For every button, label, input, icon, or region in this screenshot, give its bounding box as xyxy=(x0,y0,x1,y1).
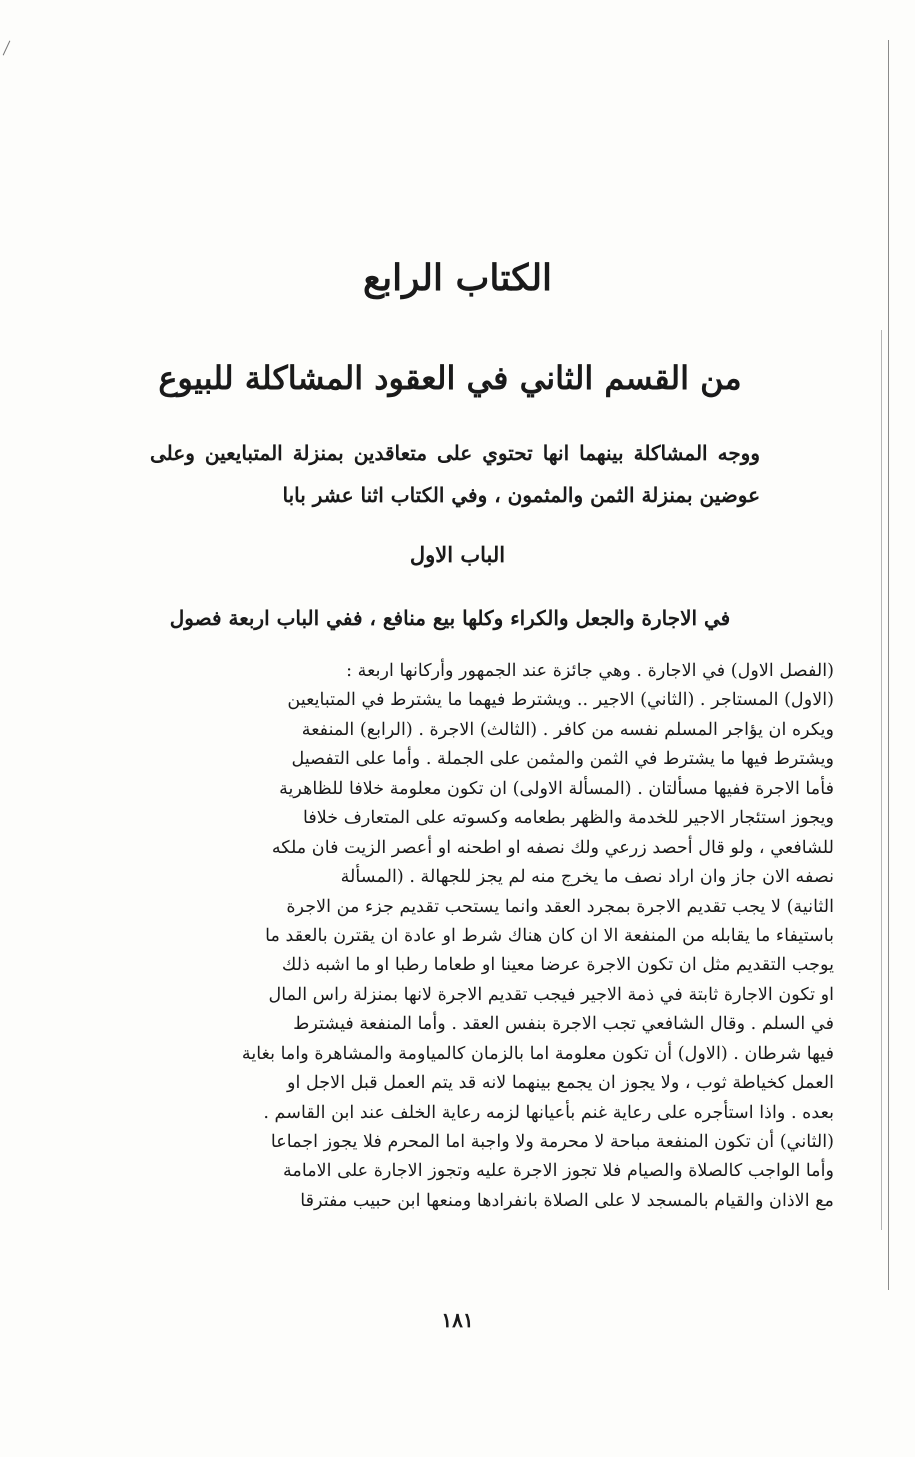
text-line: مع الاذان والقيام بالمسجد لا على الصلاة بانفرادها ومنعها ابن حبيب مفترقا xyxy=(300,1190,834,1211)
scan-edge-line xyxy=(888,40,889,1290)
section-title: من القسم الثاني في العقود المشاكلة للبيوع xyxy=(158,359,742,397)
text-line: باستيفاء ما يقابله من المنفعة الا ان كان هناك شرط او عادة ان يقترن بالعقد ما xyxy=(265,925,834,946)
text-line: او تكون الاجارة ثابتة في ذمة الاجير فيجب تقديم الاجرة لانها بمنزلة راس المال xyxy=(268,984,834,1005)
intro-paragraph: ووجه المشاكلة بينهما انها تحتوي على متعاقدين بمنزلة المتبايعين وعلى عوضين بمنزلة الثمن والمثمون ، وفي الكتاب اثنا عشر بابا xyxy=(150,441,760,507)
chapter-subtitle: في الاجارة والجعل والكراء وكلها بيع منافع ، ففي الباب اربعة فصول xyxy=(169,606,731,630)
text-line: العمل كخياطة ثوب ، ولا يجوز ان يجمع بينهما لانه قد يتم العمل قبل الاجل او xyxy=(286,1073,834,1094)
text-line: ويجوز استئجار الاجير للخدمة والظهر بطعامه وكسوته على المتعارف خلافا xyxy=(302,808,834,829)
text-line: (الاول) المستاجر . (الثاني) الاجير .. ويشترط فيهما ما يشترط في المتبايعين xyxy=(287,690,834,711)
text-line: فيها شرطان . (الاول) أن تكون معلومة اما بالزمان كالمياومة والمشاهرة واما بغاية xyxy=(241,1043,834,1064)
text-line: بعده . واذا استأجره على رعاية غنم بأعيانها لزمه رعاية الخلف عند ابن القاسم . xyxy=(263,1102,834,1123)
text-line: للشافعي ، ولو قال أحصد زرعي ولك نصفه او اطحنه او أعصر الزيت فان ملكه xyxy=(271,837,834,858)
text-line: (الفصل الاول) في الاجارة . وهي جائزة عند الجمهور وأركانها اربعة : xyxy=(346,661,834,681)
text-line: فأما الاجرة ففيها مسألتان . (المسألة الاولى) ان تكون معلومة خلافا للظاهرية xyxy=(279,778,834,799)
book-title: الكتاب الرابع xyxy=(362,257,553,299)
text-line: يوجب التقديم مثل ان تكون الاجرة عرضا معينا او طعاما رطبا او ما اشبه ذلك xyxy=(281,955,834,976)
scan-edge-line-inner xyxy=(881,330,882,1230)
text-line: الثانية) لا يجب تقديم الاجرة بمجرد العقد وانما يستحب تقديم جزء من الاجرة xyxy=(286,896,834,917)
text-line: في السلم . وقال الشافعي تجب الاجرة بنفس العقد . وأما المنفعة فيشترط xyxy=(293,1014,834,1035)
text-line: نصفه الان جاز وان اراد نصف ما يخرج منه لم يجز للجهالة . (المسألة xyxy=(340,867,834,888)
body-text xyxy=(78,657,834,1216)
text-line: (الثاني) أن تكون المنفعة مباحة لا محرمة ولا واجبة اما المحرم فلا يجوز اجماعا xyxy=(270,1132,834,1152)
chapter-title: الباب الاول xyxy=(409,542,506,567)
scan-mark xyxy=(3,41,11,56)
text-line: ويشترط فيها ما يشترط في الثمن والمثمن على الجملة . وأما على التفصيل xyxy=(291,749,834,770)
text-line: وأما الواجب كالصلاة والصيام فلا تجوز الاجرة عليه وتجوز الاجارة على الامامة xyxy=(283,1161,834,1182)
page-number: ١٨١ xyxy=(441,1308,474,1332)
text-line: ويكره ان يؤاجر المسلم نفسه من كافر . (الثالث) الاجرة . (الرابع) المنفعة xyxy=(301,719,834,740)
